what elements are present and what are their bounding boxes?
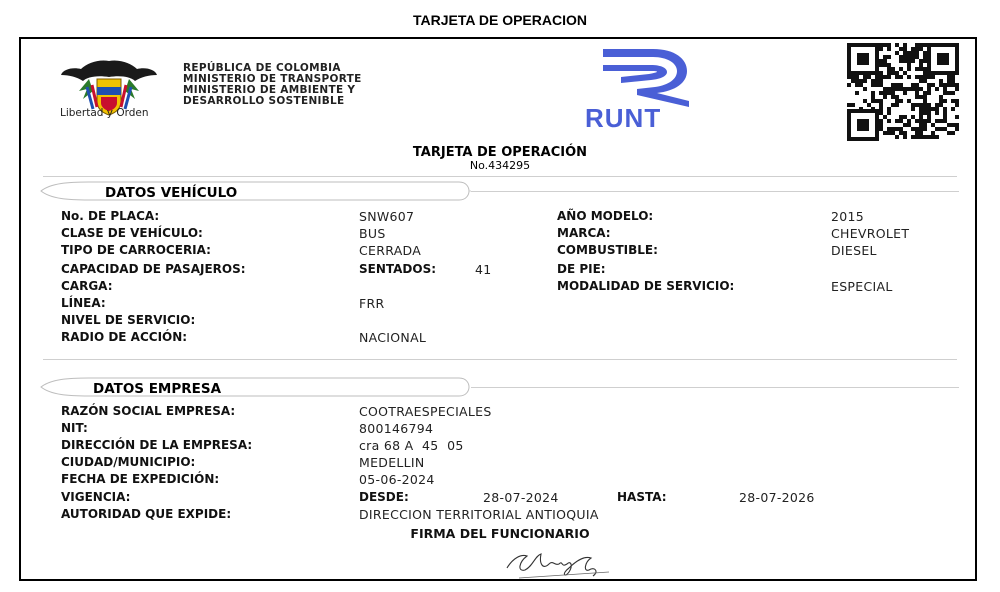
radio-label: RADIO DE ACCIÓN: [61,330,188,344]
clase-value: BUS [359,226,386,241]
anio-label: AÑO MODELO: [557,209,654,223]
page-title: TARJETA DE OPERACION [413,12,587,28]
runt-wordmark: RUNT [585,103,662,133]
marca-value: CHEVROLET [831,226,910,241]
carroceria-label: TIPO DE CARROCERIA: [61,243,211,257]
signature [499,542,619,587]
desde-value: 28-07-2024 [483,490,559,505]
sentados-value: 41 [475,262,492,277]
card-title: TARJETA DE OPERACIÓN [412,145,588,160]
anio-value: 2015 [831,209,865,224]
linea-value: FRR [359,296,385,311]
nit-value: 800146794 [359,421,434,436]
placa-value: SNW607 [359,209,415,224]
section-title-vehiculo: DATOS VEHÍCULO [105,185,238,201]
linea-label: LÍNEA: [61,296,106,310]
nit-label: NIT: [61,421,88,435]
desde-label: DESDE: [359,490,409,504]
fecha-value: 05-06-2024 [359,472,435,487]
card-number: No.434295 [469,159,531,172]
clase-label: CLASE DE VEHÍCULO: [61,226,203,240]
direccion-label: DIRECCIÓN DE LA EMPRESA: [61,438,253,452]
marca-label: MARCA: [557,226,611,240]
sentados-label: SENTADOS: [359,262,437,276]
firma-label: FIRMA DEL FUNCIONARIO [410,526,590,541]
modalidad-label: MODALIDAD DE SERVICIO: [557,279,735,293]
direccion-value: cra 68 A 45 05 [359,438,464,453]
autoridad-label: AUTORIDAD QUE EXPIDE: [61,507,232,521]
de-pie-label: DE PIE: [557,262,606,276]
section-tab-vehiculo [39,180,471,202]
combustible-label: COMBUSTIBLE: [557,243,658,257]
ciudad-value: MEDELLIN [359,455,425,470]
nivel-label: NIVEL DE SERVICIO: [61,313,196,327]
fecha-label: FECHA DE EXPEDICIÓN: [61,472,220,486]
vigencia-label: VIGENCIA: [61,490,131,504]
divider [471,191,959,192]
autoridad-value: DIRECCION TERRITORIAL ANTIOQUIA [359,507,599,522]
ministry-line-2: MINISTERIO DE TRANSPORTE [183,73,362,85]
section-title-empresa: DATOS EMPRESA [93,381,222,397]
ciudad-label: CIUDAD/MUNICIPIO: [61,455,196,469]
capacidad-label: CAPACIDAD DE PASAJEROS: [61,262,246,276]
placa-label: No. DE PLACA: [61,209,160,223]
hasta-label: HASTA: [617,490,667,504]
modalidad-value: ESPECIAL [831,279,893,294]
hasta-value: 28-07-2026 [739,490,815,505]
radio-value: NACIONAL [359,330,427,345]
razon-value: COOTRAESPECIALES [359,404,492,419]
coat-caption: Libertad y Orden [60,107,149,119]
razon-label: RAZÓN SOCIAL EMPRESA: [61,404,236,418]
carga-label: CARGA: [61,279,113,293]
operation-card [19,37,977,581]
qr-code [847,43,959,146]
carroceria-value: CERRADA [359,243,422,258]
divider [43,176,957,177]
ministry-line-1: REPÚBLICA DE COLOMBIA [183,62,341,74]
divider [471,387,959,388]
combustible-value: DIESEL [831,243,877,258]
divider [43,359,957,360]
ministry-line-3: MINISTERIO DE AMBIENTE Y [183,84,356,96]
ministry-line-4: DESARROLLO SOSTENIBLE [183,95,345,107]
